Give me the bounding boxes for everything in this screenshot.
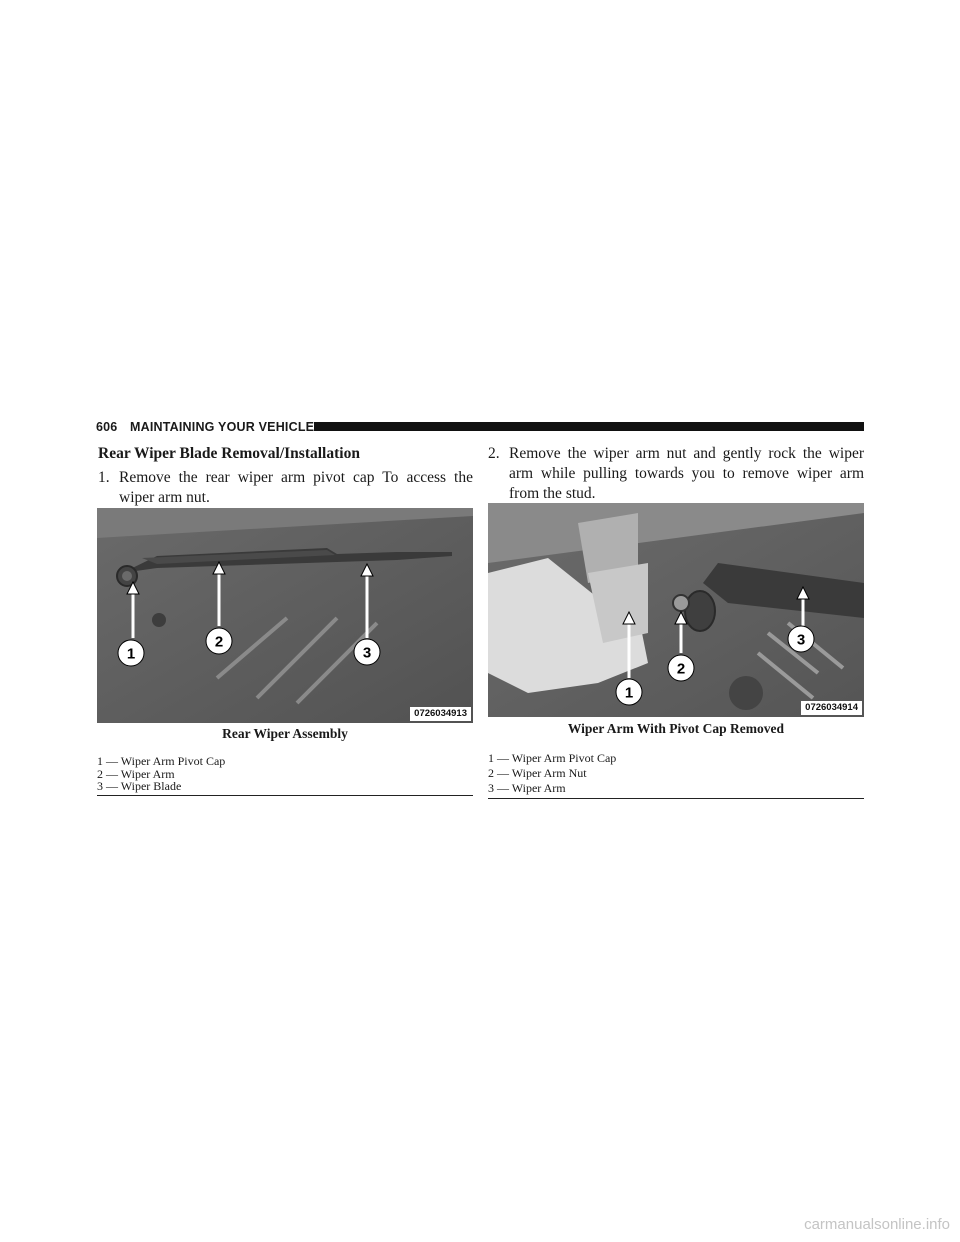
legend-item: 3 — Wiper Blade <box>97 779 182 793</box>
header-rule-bar <box>314 422 864 431</box>
rear-wiper-assembly-photo <box>97 508 473 723</box>
section-heading: Rear Wiper Blade Removal/Installation <box>98 445 360 462</box>
legend-item: 2 — Wiper Arm <box>97 766 175 781</box>
callout-3: 3 <box>362 644 372 662</box>
figure-code: 0726034914 <box>801 701 862 715</box>
page-number: 606 <box>96 420 118 434</box>
callout-2: 2 <box>676 660 686 678</box>
callout-3: 3 <box>796 631 806 649</box>
callout-2: 2 <box>214 633 224 651</box>
section-title: MAINTAINING YOUR VEHICLE <box>130 420 315 434</box>
legend-divider <box>488 798 864 799</box>
legend-divider <box>97 795 473 796</box>
legend-item: 1 — Wiper Arm Pivot Cap <box>97 754 226 768</box>
legend-item: 3 — Wiper Arm <box>488 781 566 795</box>
step-number: 2. <box>488 445 500 462</box>
pivot-cap-removed-photo <box>488 503 864 717</box>
rear-wiper-illustration <box>97 508 473 723</box>
legend-item: 1 — Wiper Arm Pivot Cap <box>488 751 617 765</box>
figure-legend <box>97 755 473 793</box>
watermark: carmanualsonline.info <box>804 1216 950 1233</box>
running-header <box>96 420 864 434</box>
figure-legend <box>488 751 864 796</box>
step-1 <box>98 468 473 508</box>
figure-caption: Wiper Arm With Pivot Cap Removed <box>567 721 785 736</box>
figure-caption: Rear Wiper Assembly <box>222 726 348 741</box>
pivot-cap-illustration <box>488 503 864 717</box>
legend-item: 2 — Wiper Arm Nut <box>488 766 587 780</box>
step-2 <box>488 444 864 504</box>
callout-1: 1 <box>624 684 634 702</box>
step-text: Remove the rear wiper arm pivot cap To access the wiper arm nut. <box>119 469 473 506</box>
step-number: 1. <box>98 469 110 486</box>
step-text: Remove the wiper arm nut and gently rock the wiper arm while pulling towards you to remove wiper arm from the stud. <box>509 445 864 502</box>
callout-1: 1 <box>126 645 136 663</box>
figure-code: 0726034913 <box>410 707 471 721</box>
